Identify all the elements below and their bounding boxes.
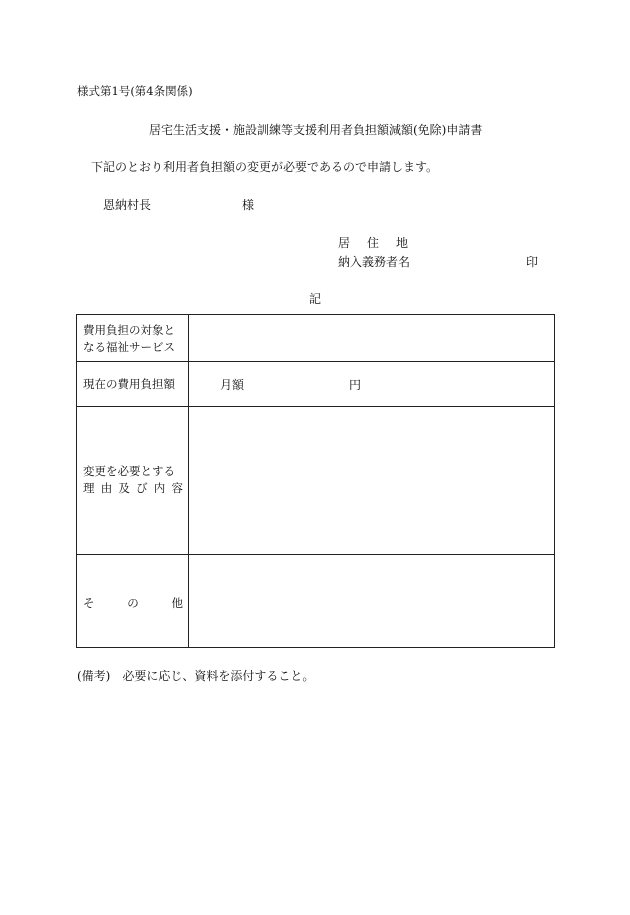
intro-text: 下記のとおり利用者負担額の変更が必要であるので申請します。 <box>91 160 439 174</box>
other-label-cell <box>77 555 189 647</box>
reason-label-char: 理 <box>83 481 95 495</box>
ki-heading: 記 <box>309 292 322 306</box>
current-cost-label: 現在の費用負担額 <box>83 377 175 391</box>
reason-label-cell <box>77 407 189 554</box>
payer-name-label: 納入義務者名 <box>338 255 411 269</box>
reason-label-char: 内 <box>153 481 166 495</box>
other-label-char: の <box>127 596 139 610</box>
address-label-char: 地 <box>396 236 409 250</box>
document-title: 居宅生活支援・施設訓練等支援利用者負担額減額(免除)申請書 <box>149 123 483 137</box>
table-row-service <box>77 315 554 361</box>
other-input-cell[interactable] <box>189 555 554 647</box>
other-label-char: そ <box>83 596 95 610</box>
application-table <box>76 314 555 648</box>
remarks: (備考) 必要に応じ、資料を添付すること。 <box>77 669 315 683</box>
reason-label-line <box>83 483 183 495</box>
service-label-line: なる福祉サービス <box>83 340 175 354</box>
other-label-char: 他 <box>171 596 183 610</box>
addressee: 恩納村長 <box>103 198 152 212</box>
reason-label-char: 由 <box>100 481 113 495</box>
reason-label-char: 容 <box>171 481 183 495</box>
service-label-cell <box>77 315 189 361</box>
reason-input-cell[interactable] <box>189 407 554 554</box>
reason-label-line: 変更を必要とする <box>83 464 175 478</box>
service-input-cell[interactable] <box>189 315 554 361</box>
yen-label: 円 <box>349 378 362 392</box>
form-number: 様式第1号(第4条関係) <box>77 84 193 98</box>
seal-mark: 印 <box>526 255 539 269</box>
address-label-char: 住 <box>367 236 380 250</box>
month-label: 月額 <box>220 378 245 392</box>
address-label <box>338 237 408 249</box>
service-label-line: 費用負担の対象と <box>83 323 175 337</box>
table-row-reason <box>77 406 554 554</box>
reason-label-char: 及 <box>118 481 130 495</box>
table-row-other <box>77 554 554 647</box>
table-row-current-cost <box>77 361 554 406</box>
reason-label-char: び <box>136 481 148 495</box>
address-label-char: 居 <box>338 236 351 250</box>
addressee-honorific: 様 <box>242 198 255 212</box>
current-cost-label-cell <box>77 362 189 406</box>
other-label-line <box>83 598 183 610</box>
current-cost-input-cell[interactable] <box>189 362 554 406</box>
